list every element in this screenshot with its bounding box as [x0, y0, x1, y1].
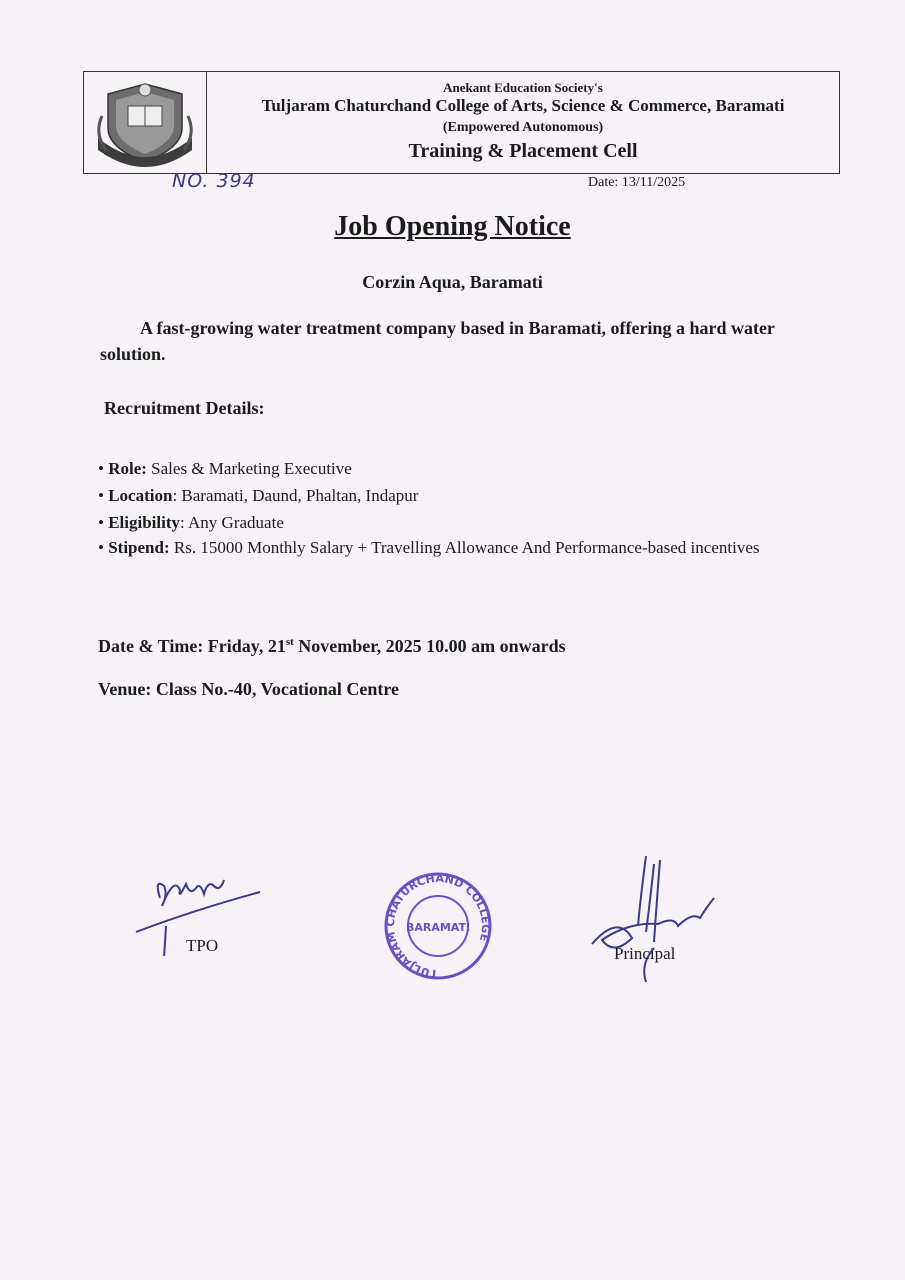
stamp-center-text: BARAMATI: [405, 921, 471, 934]
notice-title: Job Opening Notice: [334, 211, 571, 242]
eligibility-label: Eligibility: [108, 513, 180, 532]
stipend-label: Stipend:: [108, 538, 170, 557]
company-description: A fast-growing water treatment company based in Baramati, offering a hard water solution.: [100, 318, 775, 364]
stipend-value: Rs. 15000 Monthly Salary + Travelling Allowance And Performance-based incentives: [173, 538, 760, 557]
date-time: [98, 636, 566, 657]
detail-role: • Role: Sales & Marketing Executive: [98, 459, 352, 478]
recruitment-details: [98, 455, 826, 560]
college-logo: [84, 72, 207, 173]
location-label: Location: [108, 486, 173, 505]
venue: Venue: Class No.-40, Vocational Centre: [98, 679, 400, 699]
principal-signature: [588, 852, 728, 984]
date-ordinal: st: [285, 636, 294, 648]
recruitment-heading: Recruitment Details:: [104, 398, 265, 418]
reference-number: NO. 394: [172, 170, 256, 192]
college-name: Tuljaram Chaturchand College of Arts, Science & Commerce, Baramati: [261, 96, 785, 115]
college-status: (Empowered Autonomous): [442, 120, 604, 135]
date-time-prefix: Date & Time: Friday, 21: [98, 636, 286, 656]
eligibility-value: : Any Graduate: [180, 513, 284, 532]
detail-location: • Location: Baramati, Daund, Phaltan, Indapur: [98, 486, 419, 505]
role-value: Sales & Marketing Executive: [151, 459, 352, 478]
department-name: Training & Placement Cell: [408, 140, 638, 162]
role-label: Role:: [108, 459, 147, 478]
location-value: : Baramati, Daund, Phaltan, Indapur: [172, 486, 419, 505]
notice-date: Date: 13/11/2025: [588, 175, 686, 190]
letterhead: [83, 71, 840, 174]
tpo-label: TPO: [186, 936, 219, 955]
detail-eligibility: • Eligibility: Any Graduate: [98, 513, 284, 532]
society-name: Anekant Education Society's: [443, 80, 603, 95]
detail-stipend: • Stipend: Rs. 15000 Monthly Salary + Travelling Allowance And Performance-based incentives: [98, 538, 760, 557]
date-time-suffix: November, 2025 10.00 am onwards: [293, 636, 566, 656]
stamp-ring-text: TULJARAM CHATURCHAND COLLEGE: [383, 871, 493, 981]
college-stamp: [382, 870, 494, 988]
company-name: Corzin Aqua, Baramati: [362, 272, 543, 292]
principal-label: Principal: [614, 944, 676, 963]
